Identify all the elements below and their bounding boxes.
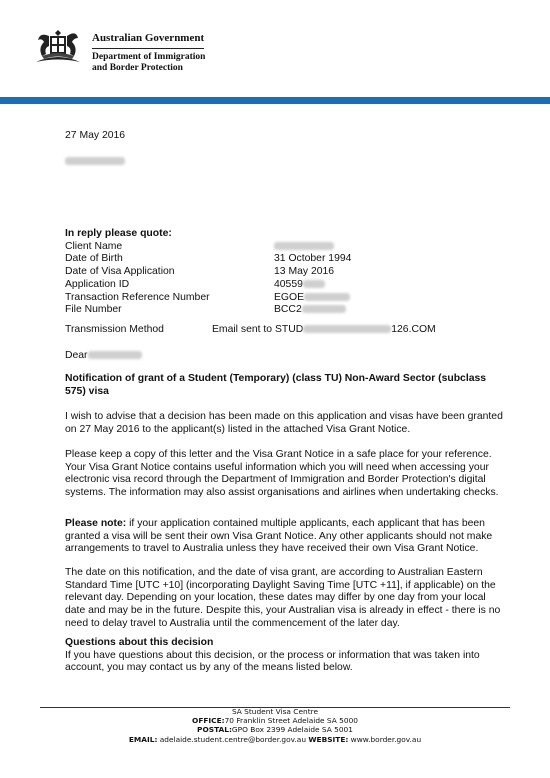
field-value: 31 October 1994 (274, 253, 352, 265)
notification-title: Notification of grant of a Student (Temporary) (class TU) Non-Award Sector (subclass 575) visa (65, 373, 487, 397)
transmission-label: Transmission Method (65, 324, 164, 335)
header-accent-bar (0, 97, 550, 104)
paragraph-keep-copy: Please keep a copy of this letter and the Visa Grant Notice in a safe place for your reference. Your Visa Grant Notice contains useful information which you will need when accessing your electronic visa record through the Department of Immigration and Border Protection's digital systems. The information may also assist organisations and airlines when undertaking checks. (65, 449, 499, 499)
field-value-redacted (274, 241, 334, 254)
coat-of-arms-logo (32, 26, 84, 66)
government-name: Australian Government (92, 32, 205, 44)
field-row-file-number (65, 304, 485, 317)
department-line-1: Department of Immigration (92, 52, 206, 62)
field-value-partial: EGOE (274, 292, 350, 305)
field-label: Date of Visa Application (65, 266, 175, 278)
field-row-application-id (65, 279, 485, 292)
paragraph-date-notice: The date on this notification, and the date of visa grant, are according to Australian Eastern Standard Time [UTC +10] (incorporating Daylight Saving Time [UTC +11], if applicable) on the relevant day. Depending on your location, these dates may differ by one day from your local date and may be in the future. Despite this, your Australian visa is already in effect - there is no need to delay travel to Australia until the commencement of the later day. (65, 567, 501, 629)
footer-office: OFFICE:70 Franklin Street Adelaide SA 5000 (192, 716, 358, 726)
field-value-partial: 40559 (274, 279, 325, 292)
footer-centre: SA Student Visa Centre (231, 707, 319, 716)
footer-website-link[interactable]: www.border.gov.au (348, 734, 422, 744)
field-value: 13 May 2016 (274, 266, 335, 278)
branding-divider (92, 48, 204, 49)
please-note-text: if your application contained multiple applicants, each applicant that has been granted a visa will be sent their own Visa Grant Notice. Any other applicants should not make arrangements to travel to Australia unless they have received their own Visa Grant Notice. (65, 518, 493, 555)
field-label: File Number (65, 304, 122, 316)
footer-email-link[interactable]: adelaide.student.centre@border.gov.au (157, 734, 309, 744)
letter-date: 27 May 2016 (65, 130, 126, 141)
footer-postal: POSTAL:GPO Box 2399 Adelaide SA 5001 (197, 725, 353, 735)
field-value-partial: BCC2 (274, 304, 346, 317)
transmission-value: Email sent to STUD 126.COM (212, 324, 436, 335)
questions-heading: Questions about this decision (65, 637, 214, 648)
field-label: Date of Birth (65, 253, 123, 265)
questions-text: If you have questions about this decision, or the process or information that was taken into account, you may contact us by any of the means listed below. (65, 649, 480, 674)
field-label: Client Name (65, 240, 123, 252)
please-note-lead: Please note: (65, 518, 127, 529)
questions-section (65, 637, 505, 675)
paragraph-please-note (65, 518, 505, 556)
department-line-2: and Border Protection (92, 63, 183, 73)
field-row-transaction-ref (65, 292, 485, 305)
field-label: Transaction Reference Number (65, 291, 210, 303)
field-row-client-name (65, 241, 485, 254)
reference-block (65, 228, 485, 317)
recipient-name-redacted (65, 156, 125, 169)
reference-title: In reply please quote: (65, 228, 172, 239)
salutation: Dear (65, 350, 142, 363)
field-row-dob (65, 253, 485, 266)
government-branding (92, 32, 205, 74)
field-row-application-date (65, 266, 485, 279)
footer-contact (0, 707, 550, 744)
paragraph-decision: I wish to advise that a decision has been made on this application and visas have been granted on 27 May 2016 to the applicant(s) listed in the attached Visa Grant Notice. (65, 411, 503, 435)
field-label: Application ID (65, 278, 130, 290)
transmission-method-row (65, 324, 505, 337)
footer-email-website: EMAIL: adelaide.student.centre@border.gov.au WEBSITE: www.border.gov.au (128, 734, 422, 744)
